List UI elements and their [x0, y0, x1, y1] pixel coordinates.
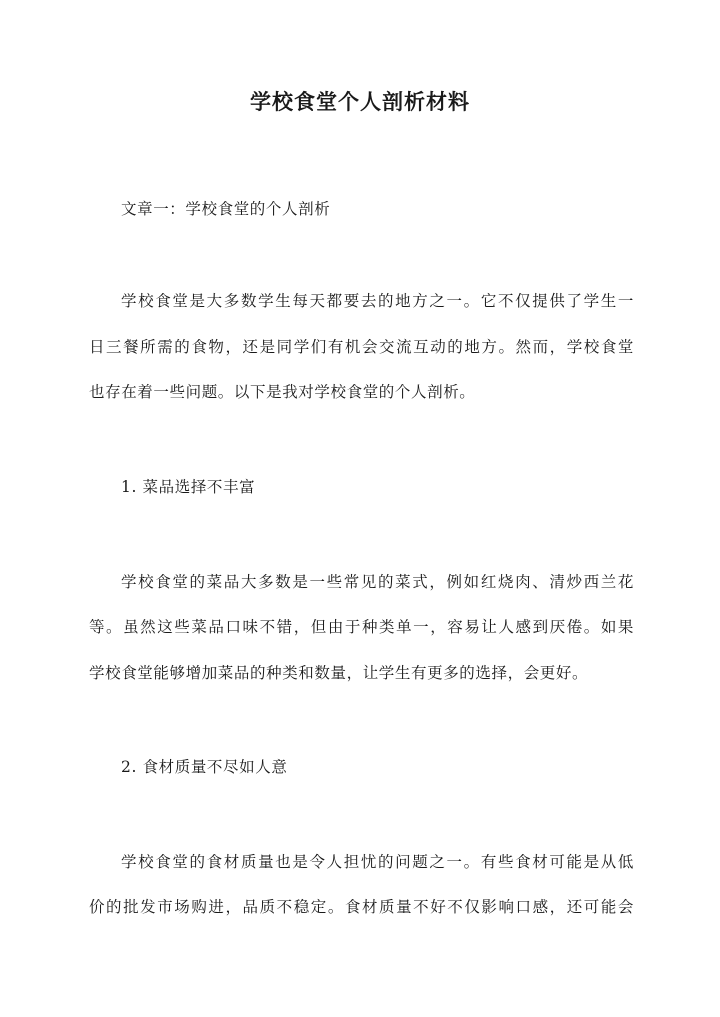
section-1-heading: 1. 菜品选择不丰富 [121, 478, 256, 496]
section-1-line-2: 等。虽然这些菜品口味不错，但由于种类单一，容易让人感到厌倦。如果 [89, 618, 634, 636]
document-title: 学校食堂个人剖析材料 [250, 89, 470, 114]
section-2-line-1: 学校食堂的食材质量也是令人担忧的问题之一。有些食材可能是从低 [121, 853, 634, 871]
intro-line-3: 也存在着一些问题。以下是我对学校食堂的个人剖析。 [89, 383, 476, 401]
section-1-line-1: 学校食堂的菜品大多数是一些常见的菜式，例如红烧肉、清炒西兰花 [121, 573, 634, 591]
section-2-heading: 2. 食材质量不尽如人意 [121, 758, 288, 776]
intro-line-1: 学校食堂是大多数学生每天都要去的地方之一。它不仅提供了学生一 [121, 292, 634, 310]
intro-line-2: 日三餐所需的食物，还是同学们有机会交流互动的地方。然而，学校食堂 [89, 338, 634, 356]
section-2-line-2: 价的批发市场购进，品质不稳定。食材质量不好不仅影响口感，还可能会 [89, 898, 634, 916]
article-heading: 文章一：学校食堂的个人剖析 [121, 200, 331, 218]
section-1-line-3: 学校食堂能够增加菜品的种类和数量，让学生有更多的选择，会更好。 [89, 664, 589, 682]
